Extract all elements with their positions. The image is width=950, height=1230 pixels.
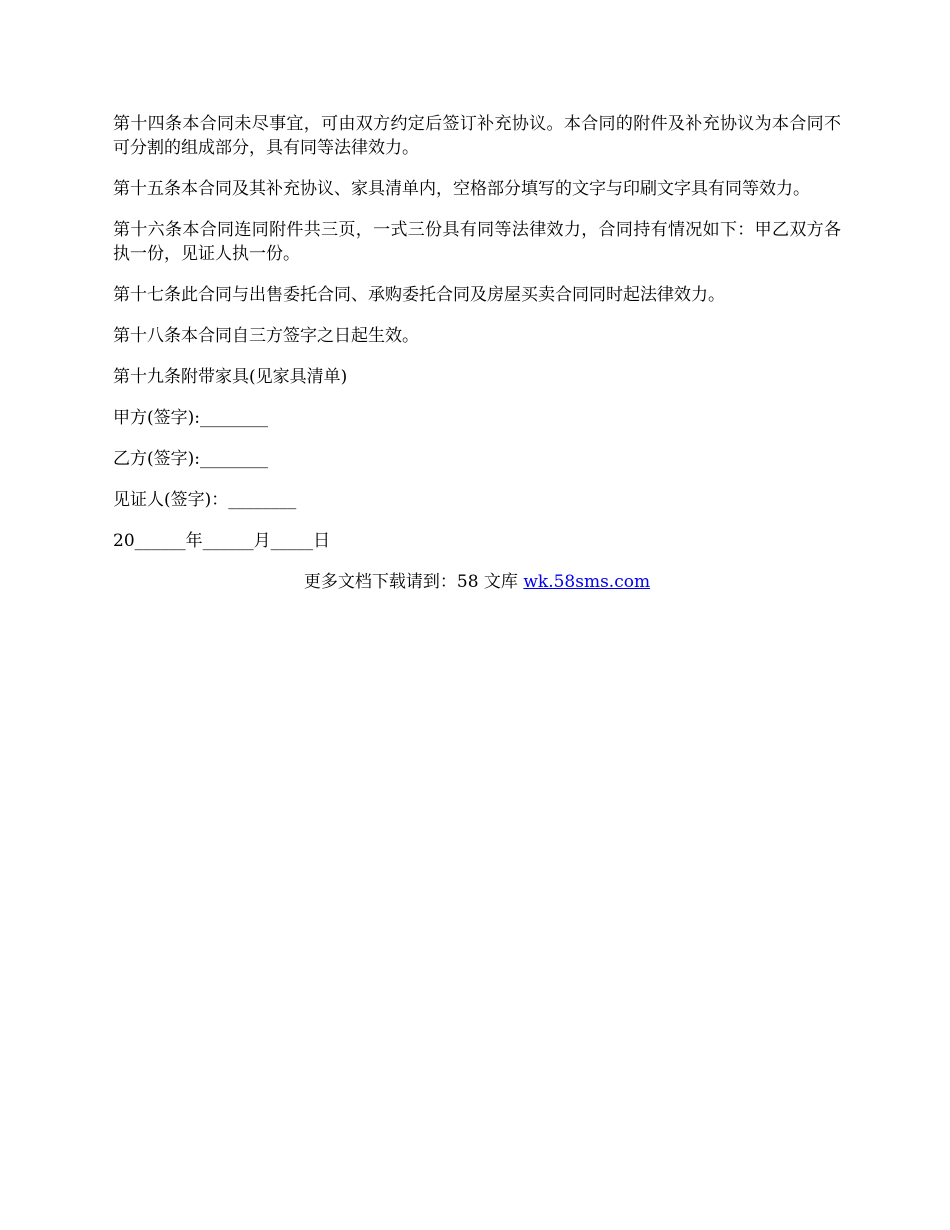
article-15: 第十五条本合同及其补充协议、家具清单内，空格部分填写的文字与印刷文字具有同等效力。 xyxy=(113,179,810,199)
footer-link[interactable]: wk.58sms.com xyxy=(523,572,651,592)
article-18: 第十八条本合同自三方签字之日起生效。 xyxy=(113,326,419,346)
article-17: 第十七条此合同与出售委托合同、承购委托合同及房屋买卖合同同时起法律效力。 xyxy=(113,285,725,305)
signing-date: 20______年______月_____日 xyxy=(113,531,331,551)
article-16: 第十六条本合同连同附件共三页，一式三份具有同等法律效力，合同持有情况如下：甲乙双方各执一份，见证人执一份。 xyxy=(113,220,841,264)
witness-signature: 见证人(签字)：________ xyxy=(113,490,297,510)
party-b-signature: 乙方(签字):________ xyxy=(113,449,268,469)
party-a-signature: 甲方(签字):________ xyxy=(113,408,268,428)
download-footer xyxy=(113,570,841,594)
article-14: 第十四条本合同未尽事宜，可由双方约定后签订补充协议。本合同的附件及补充协议为本合同不可分割的组成部分，具有同等法律效力。 xyxy=(113,114,841,158)
article-19: 第十九条附带家具(见家具清单) xyxy=(113,367,348,387)
document-body xyxy=(113,112,841,594)
footer-text: 更多文档下载请到：58 文库 xyxy=(303,572,524,592)
